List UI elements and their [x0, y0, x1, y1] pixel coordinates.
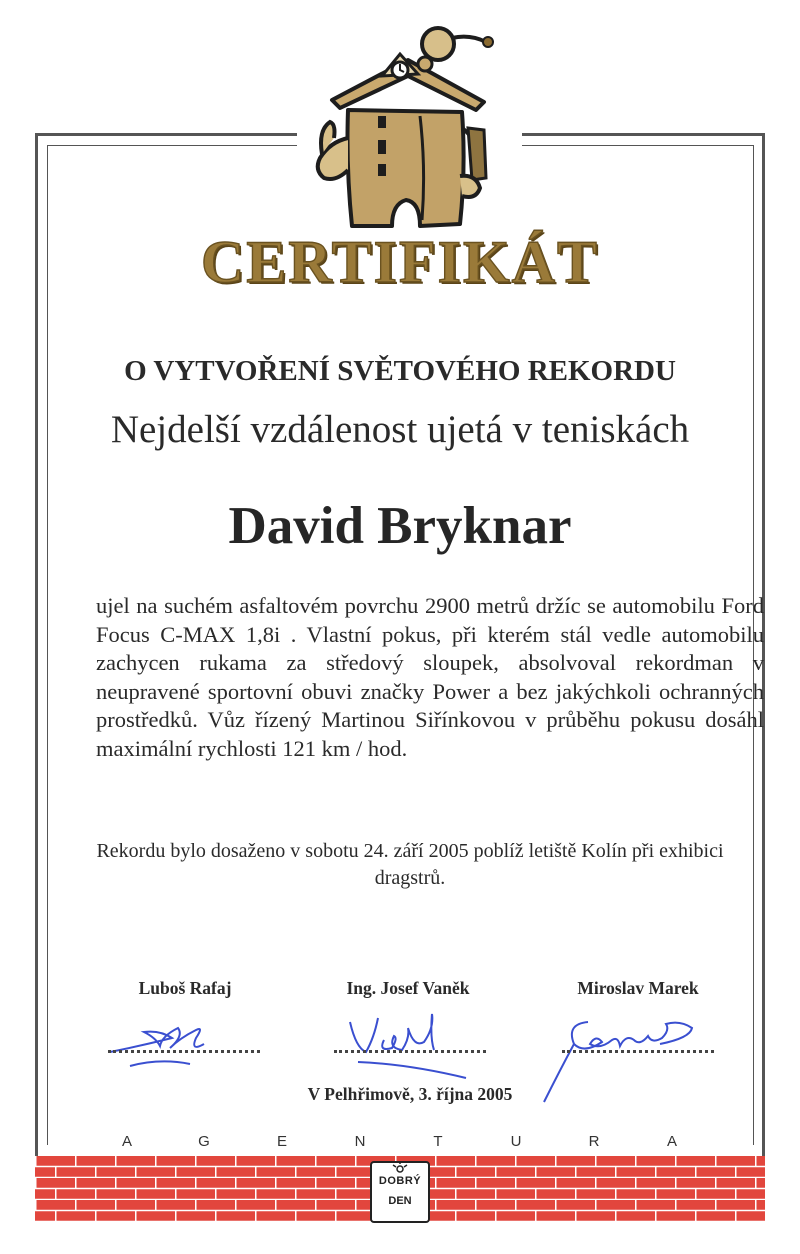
frame-top-left-inner [47, 145, 297, 146]
agency-letter: R [588, 1133, 600, 1150]
logo-text-top: DOBRÝ [378, 1175, 422, 1187]
dobry-den-logo [370, 1161, 430, 1223]
agency-letter: A [666, 1133, 677, 1150]
agency-letter: N [354, 1133, 366, 1150]
signature-line-3 [562, 1050, 714, 1053]
agency-letter: E [276, 1133, 287, 1150]
signatory-name: Luboš Rafaj [138, 978, 232, 998]
logo-text-bottom: DEN [388, 1195, 412, 1207]
agency-label [120, 1133, 680, 1153]
sun-icon [392, 1161, 408, 1175]
signatory-name: Miroslav Marek [577, 978, 699, 998]
signature-line-2 [334, 1050, 486, 1053]
agency-letter: G [198, 1133, 210, 1150]
signature-1 [100, 1008, 240, 1072]
frame-top-right-inner [522, 145, 754, 146]
signatory-2 [293, 978, 523, 999]
agency-letter: U [510, 1133, 522, 1150]
mascot-house-illustration [300, 18, 510, 236]
signature-line-1 [108, 1050, 260, 1053]
certificate-subtitle: O VYTVOŘENÍ SVĚTOVÉHO REKORDU [124, 355, 676, 387]
signatory-1 [70, 978, 300, 999]
frame-top-right [522, 133, 765, 136]
record-description: ujel na suchém asfaltovém povrchu 2900 metrů držíc se automobilu Ford Focus C-MAX 1,8i . Vlastní pokus, při kterém stál vedle automobilu zachycen rukama za středový sloupek, absolvoval rekordman v neupravené sportovní obuvi značky Power a bez jakýchkoli ochranných prostředků. Vůz řízený Martinou Siřínkovou v průběhu pokusu dosáhl maximální rychlosti 121 km / hod. [96, 593, 764, 761]
agency-letter: A [121, 1133, 132, 1150]
record-date-note: Rekordu bylo dosaženo v sobotu 24. září 2005 poblíž letiště Kolín při exhibici dragstrů. [96, 840, 724, 889]
record-name: Nejdelší vzdálenost ujetá v teniskách [110, 408, 690, 451]
agency-letter: T [433, 1133, 443, 1150]
record-holder-name: David Bryknar [228, 497, 572, 555]
signatory-3 [523, 978, 753, 999]
certificate-title: CERTIFIKÁT [201, 229, 599, 295]
frame-top-left [35, 133, 297, 136]
signature-2 [338, 1008, 478, 1082]
signatory-name: Ing. Josef Vaněk [346, 978, 470, 998]
place-and-date: V Pelhřimově, 3. října 2005 [307, 1084, 513, 1104]
